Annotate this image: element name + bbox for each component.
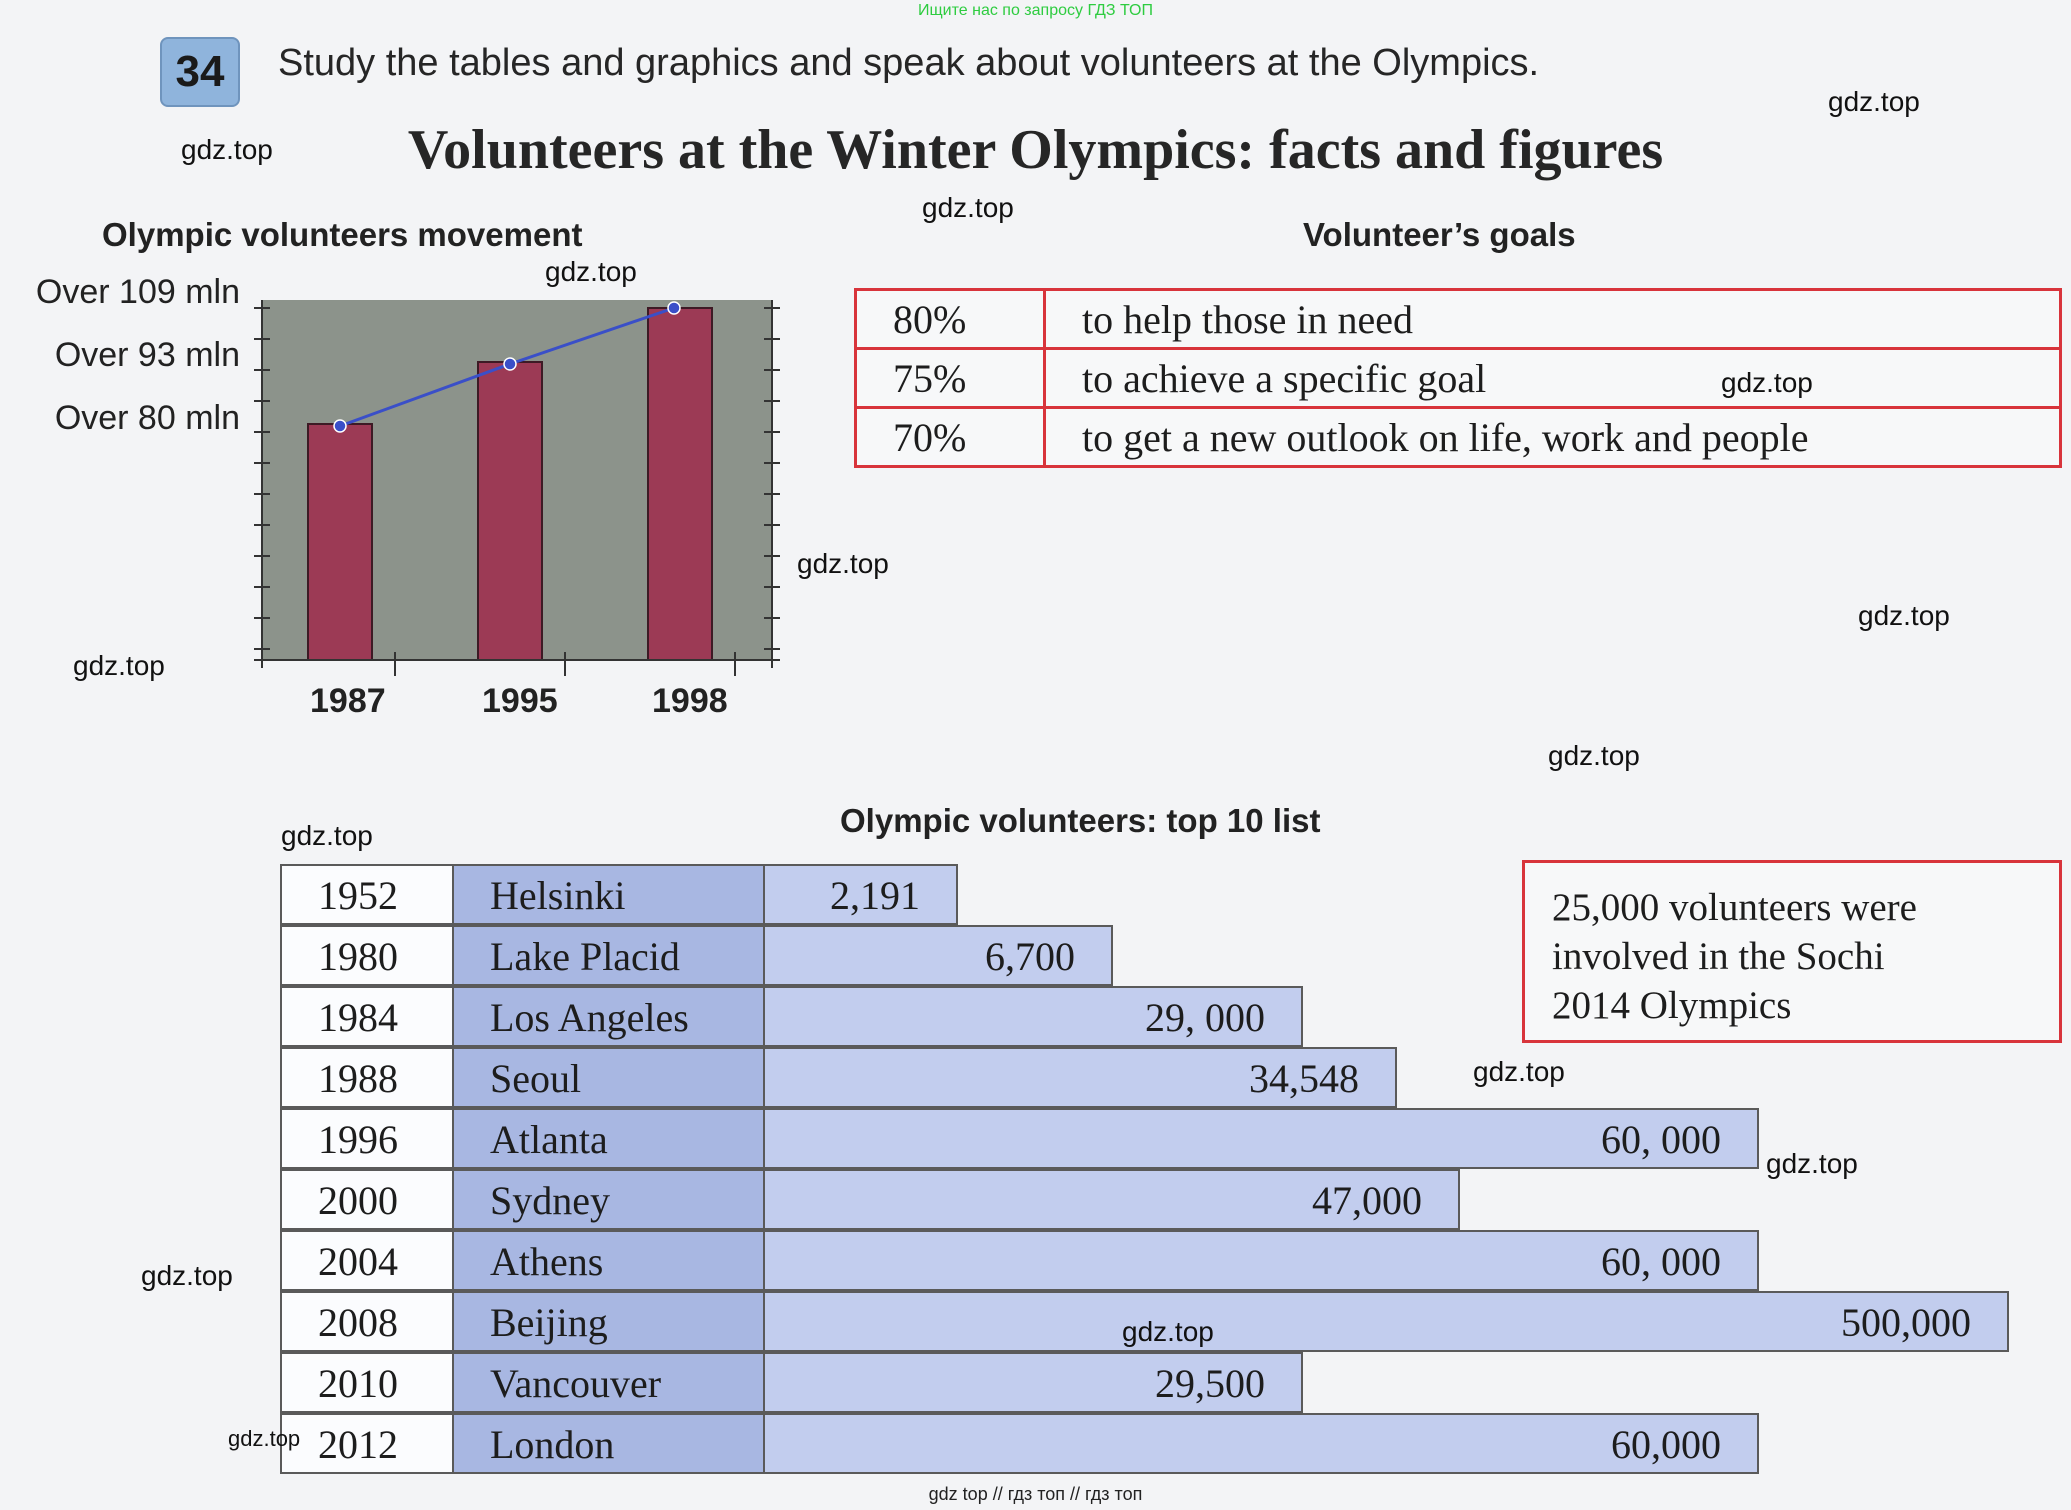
row-city: Athens	[452, 1230, 765, 1291]
row-city: Sydney	[452, 1169, 765, 1230]
row-volunteers-bar: 2,191	[765, 864, 958, 925]
row-city: Atlanta	[452, 1108, 765, 1169]
sochi-note-line: 25,000 volunteers were	[1552, 886, 1917, 929]
y-label-93: Over 93 mln	[54, 336, 240, 374]
row-volunteers-bar: 60, 000	[765, 1230, 1759, 1291]
goal-percent: 75%	[856, 349, 1045, 408]
bar-1995	[478, 362, 542, 660]
row-city: Vancouver	[452, 1352, 765, 1413]
goal-text: to achieve a specific goal	[1045, 349, 2061, 408]
watermark: gdz.top	[281, 820, 373, 851]
watermark: gdz.top	[228, 1426, 301, 1451]
watermark: gdz.top	[141, 1260, 233, 1291]
x-label-1987: 1987	[310, 682, 386, 720]
row-city: Seoul	[452, 1047, 765, 1108]
exercise-number-badge: 34	[160, 37, 240, 107]
row-year: 1980	[280, 925, 452, 986]
y-label-109: Over 109 mln	[35, 273, 240, 311]
movement-chart-title: Olympic volunteers movement	[102, 216, 583, 253]
goals-row	[856, 349, 2061, 408]
row-year: 1996	[280, 1108, 452, 1169]
y-label-80: Over 80 mln	[54, 399, 240, 437]
sochi-note-box	[1522, 860, 2062, 1043]
row-year: 1952	[280, 864, 452, 925]
page-title: Volunteers at the Winter Olympics: facts and figures	[407, 119, 1664, 181]
row-volunteers-bar: 500,000	[765, 1291, 2009, 1352]
x-label-1995: 1995	[482, 682, 558, 720]
row-city: Beijing	[452, 1291, 765, 1352]
point-1995	[504, 358, 516, 370]
row-city: Lake Placid	[452, 925, 765, 986]
watermark: gdz.top	[545, 256, 637, 287]
watermark: gdz.top	[1721, 367, 1813, 398]
row-volunteers-bar: 60, 000	[765, 1108, 1759, 1169]
row-year: 1988	[280, 1047, 452, 1108]
watermark: gdz.top	[1858, 600, 1950, 631]
watermark: gdz.top	[1122, 1316, 1214, 1347]
exercise-instruction: Study the tables and graphics and speak about volunteers at the Olympics.	[278, 42, 1540, 84]
bar-1998	[648, 308, 712, 660]
row-volunteers-bar: 34,548	[765, 1047, 1397, 1108]
watermark: gdz.top	[1548, 740, 1640, 771]
row-volunteers-bar: 47,000	[765, 1169, 1460, 1230]
bar-1987	[308, 424, 372, 660]
row-volunteers-bar: 60,000	[765, 1413, 1759, 1474]
watermark: gdz.top	[797, 548, 889, 579]
sochi-note-line: 2014 Olympics	[1552, 984, 1792, 1027]
watermark: gdz.top	[1473, 1056, 1565, 1087]
row-volunteers-bar: 29, 000	[765, 986, 1303, 1047]
sochi-note-line: involved in the Sochi	[1552, 935, 1885, 978]
watermark: gdz.top	[1766, 1148, 1858, 1179]
watermark: gdz.top	[73, 650, 165, 681]
row-year: 2004	[280, 1230, 452, 1291]
top10-title: Olympic volunteers: top 10 list	[840, 802, 1321, 839]
row-volunteers-bar: 29,500	[765, 1352, 1303, 1413]
row-volunteers-bar: 6,700	[765, 925, 1113, 986]
movement-chart	[240, 290, 780, 710]
goal-percent: 70%	[856, 408, 1045, 467]
point-1987	[334, 420, 346, 432]
top-banner: Ищите нас по запросу ГДЗ ТОП	[918, 2, 1153, 19]
goals-row	[856, 290, 2061, 349]
goal-text: to get a new outlook on life, work and people	[1045, 408, 2061, 467]
x-label-1998: 1998	[652, 682, 728, 720]
row-year: 1984	[280, 986, 452, 1047]
watermark: gdz.top	[922, 192, 1014, 223]
row-year: 2000	[280, 1169, 452, 1230]
row-year: 2008	[280, 1291, 452, 1352]
footer-watermark: gdz top // гдз топ // гдз топ	[928, 1484, 1143, 1504]
row-city: London	[452, 1413, 765, 1474]
goals-title: Volunteer’s goals	[1303, 216, 1576, 253]
watermark: gdz.top	[181, 134, 273, 165]
goals-table	[854, 288, 2062, 468]
row-city: Los Angeles	[452, 986, 765, 1047]
point-1998	[668, 302, 680, 314]
row-city: Helsinki	[452, 864, 765, 925]
goal-text: to help those in need	[1045, 290, 2061, 349]
row-year: 2010	[280, 1352, 452, 1413]
row-year: 2012	[280, 1413, 452, 1474]
goals-row	[856, 408, 2061, 467]
goal-percent: 80%	[856, 290, 1045, 349]
watermark: gdz.top	[1828, 86, 1920, 117]
